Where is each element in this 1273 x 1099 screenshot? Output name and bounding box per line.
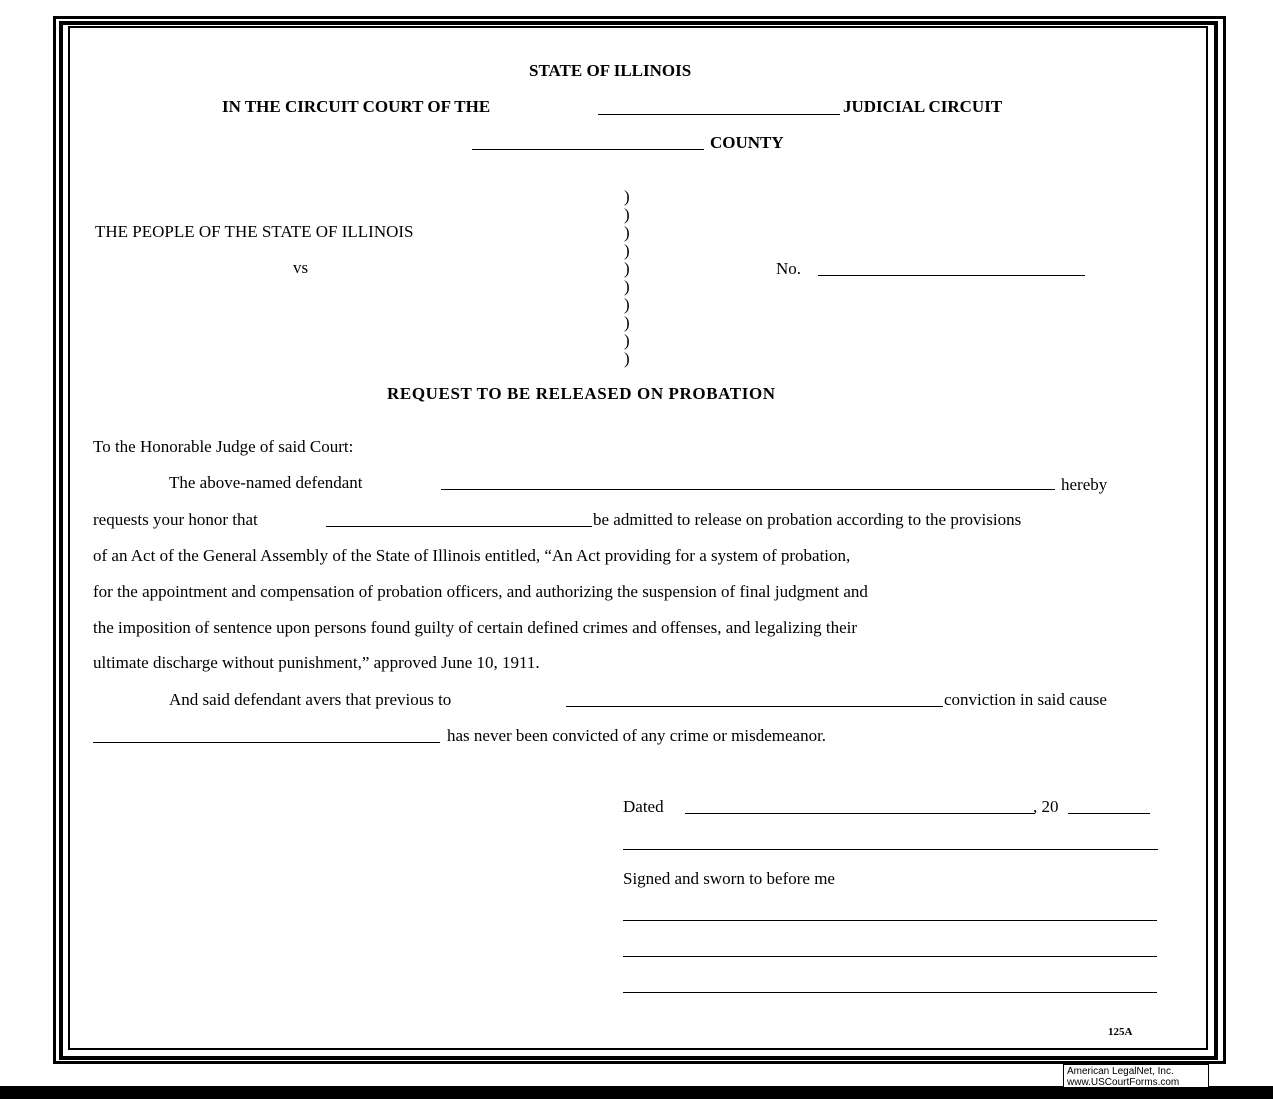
notary-line-2[interactable] [623,956,1157,957]
form-number: 125A [1108,1026,1133,1038]
body-line-4: for the appointment and compensation of probation officers, and authorizing the suspension of final judgment and [93,582,868,601]
judicial-circuit-field[interactable] [598,114,840,115]
notary-signature-line[interactable] [623,920,1157,921]
defendant-name-field-3[interactable] [93,742,440,743]
state-heading: STATE OF ILLINOIS [529,61,692,80]
defendant-signature-line[interactable] [623,849,1158,850]
court-prefix: IN THE CIRCUIT COURT OF THE [222,97,491,116]
body-line-6: ultimate discharge without punishment,” approved June 10, 1911. [93,653,540,672]
versus-label: vs [293,258,309,277]
footer-website[interactable]: www.USCourtForms.com [1067,1077,1180,1088]
sworn-label: Signed and sworn to before me [623,869,835,888]
caption-paren: ) [624,295,630,314]
salutation: To the Honorable Judge of said Court: [93,437,354,456]
year-prefix: , 20 [1033,797,1059,816]
caption-paren: ) [624,205,630,224]
caption-paren: ) [624,241,630,260]
case-number-label: No. [776,259,802,278]
caption-paren: ) [624,331,630,350]
defendant-name-field[interactable] [441,489,1055,490]
caption-paren: ) [624,187,630,206]
date-field[interactable] [685,813,1035,814]
caption-paren: ) [624,349,630,368]
body-line-7a: And said defendant avers that previous to [169,690,452,709]
caption-paren: ) [624,223,630,242]
body-line-8: has never been convicted of any crime or misdemeanor. [447,726,827,745]
year-field[interactable] [1068,813,1150,814]
caption-paren: ) [624,259,630,278]
previous-to-field[interactable] [566,706,943,707]
county-label: COUNTY [710,133,784,152]
inner-border [68,26,1208,1050]
footer-company: American LegalNet, Inc. [1067,1066,1174,1077]
footer-publisher-box [1063,1064,1209,1088]
caption-paren: ) [624,313,630,332]
document-title: REQUEST TO BE RELEASED ON PROBATION [387,384,776,403]
body-line-2a: requests your honor that [93,510,258,529]
defendant-name-field-2[interactable] [326,526,592,527]
body-line-3: of an Act of the General Assembly of the State of Illinois entitled, “An Act providing for a system of probation, [93,546,851,565]
dated-label: Dated [623,797,664,816]
body-line-7b: conviction in said cause [944,690,1107,709]
notary-line-3[interactable] [623,992,1157,993]
body-line-2b: be admitted to release on probation according to the provisions [593,510,1022,529]
body-line-5: the imposition of sentence upon persons found guilty of certain defined crimes and offenses, and legalizing their [93,618,858,637]
body-line-1b: hereby [1061,475,1108,494]
caption-paren: ) [624,277,630,296]
body-line-1a: The above-named defendant [169,473,363,492]
court-suffix: JUDICIAL CIRCUIT [843,97,1003,116]
plaintiff-name: THE PEOPLE OF THE STATE OF ILLINOIS [95,222,414,241]
case-number-field[interactable] [818,275,1085,276]
county-field[interactable] [472,149,704,150]
